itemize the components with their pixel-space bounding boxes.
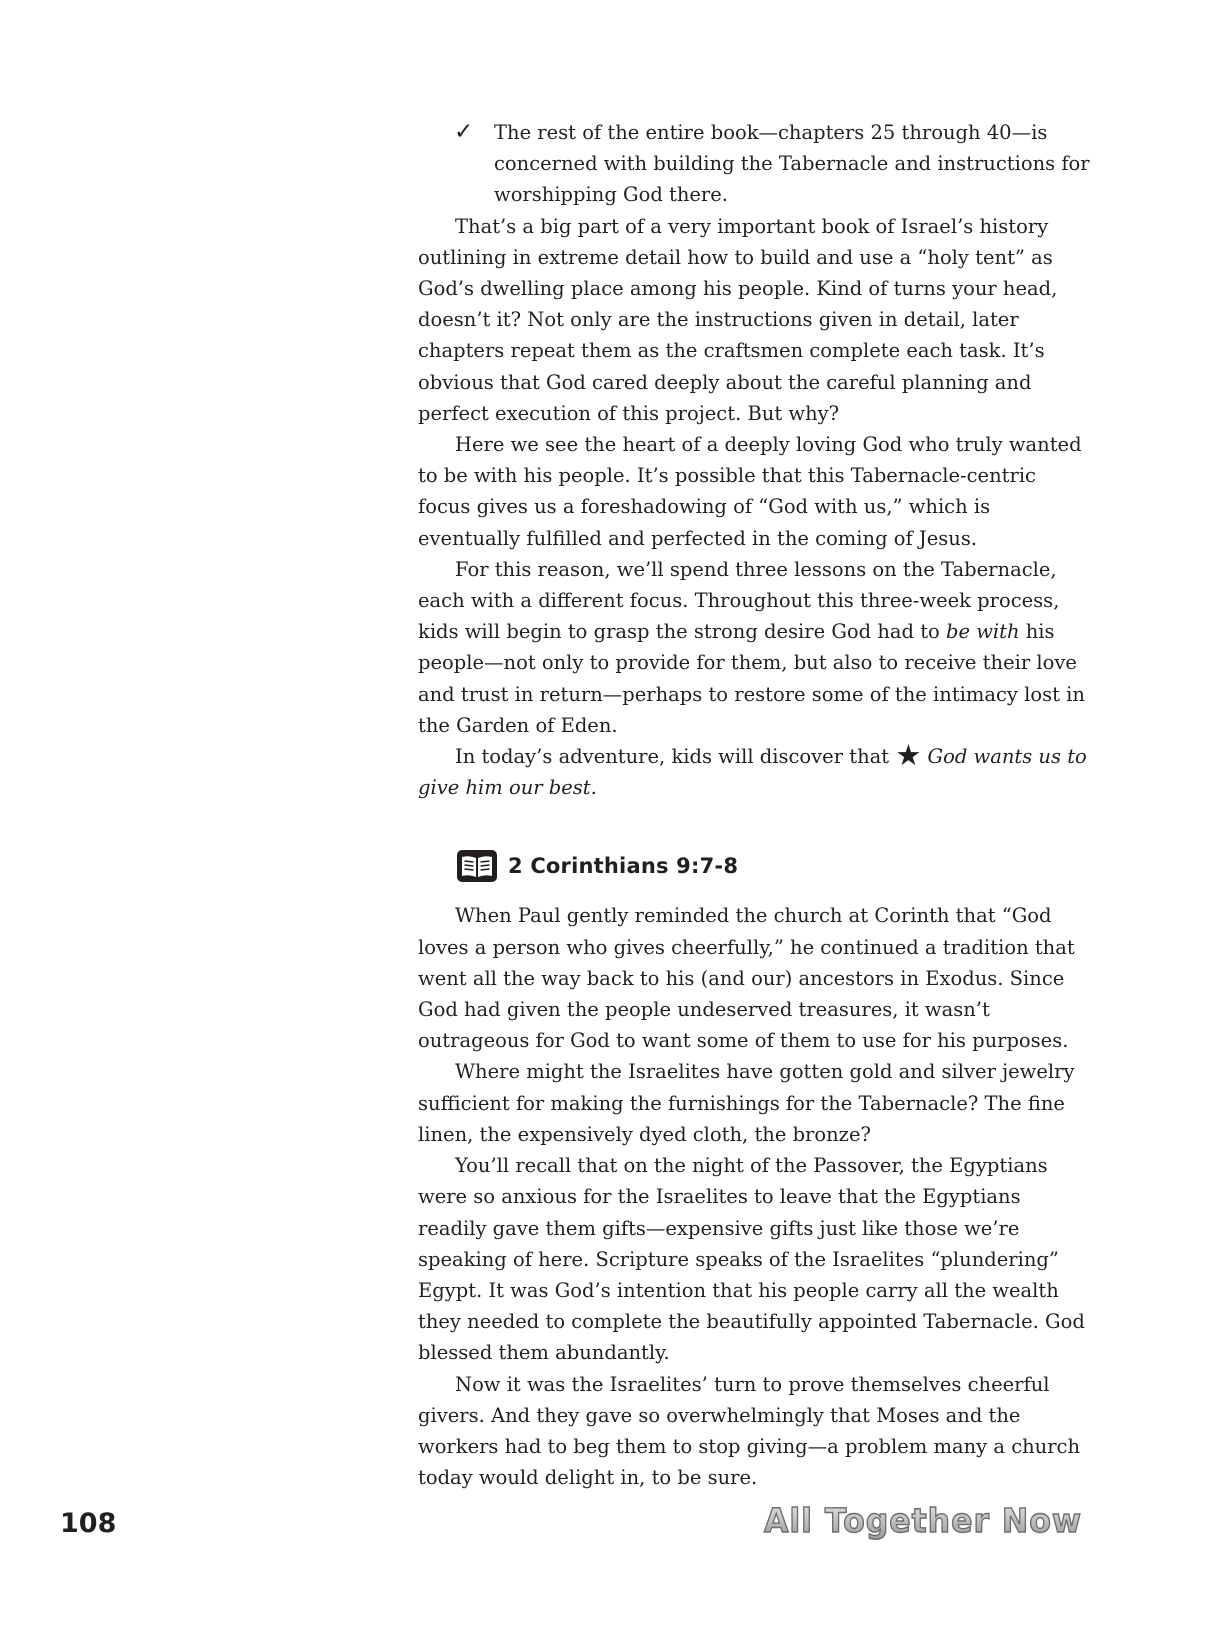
checklist-item: [418, 117, 1094, 211]
scripture-heading: [456, 847, 1088, 885]
key-point-paragraph: [418, 738, 1088, 803]
key-point-text: God wants us to give him our best.: [418, 745, 1087, 800]
paragraph-text: For this reason, we’ll spend three lessons on the Tabernacle, each with a different focus. Throughout this three-week process, kids will begin to grasp the strong desire God had to: [418, 557, 1060, 644]
body-paragraph: Now it was the Israelites’ turn to prove themselves cheerful givers. And they gave so overwhelmingly that Moses and the workers had to beg them to stop giving—a problem many a church today would delight in, to be sure.: [418, 1372, 1081, 1490]
checklist-item-text: The rest of the entire book—chapters 25 through 40—is concerned with building the Tabernacle and instructions for worshipping God there.: [494, 121, 1090, 207]
main-text-column: [418, 117, 1088, 1493]
body-paragraph: Where might the Israelites have gotten gold and silver jewelry sufficient for making the furnishings for the Tabernacle? The fine linen, the expensively dyed cloth, the bronze?: [418, 1060, 1075, 1146]
book-title-logo: [760, 1496, 1090, 1544]
book-title-logo-text: All Together Now: [764, 1501, 1082, 1540]
body-paragraph: Here we see the heart of a deeply loving God who truly wanted to be with his people. It’s possible that this Tabernacle-centric focus gives us a foreshadowing of “God with us,” which is eventually fulfilled and perfected in the coming of Jesus.: [418, 433, 1082, 550]
paragraph-text: his people—not only to provide for them, but also to receive their love and trust in return—perhaps to restore some of the intimacy lost in the Garden of Eden.: [418, 620, 1085, 737]
body-paragraph: That’s a big part of a very important book of Israel’s history outlining in extreme detail how to build and use a “holy tent” as God’s dwelling place among his people. Kind of turns your head, doesn’t it? Not only are the instructions given in detail, later chapters repeat them as the craftsmen complete each task. It’s obvious that God cared deeply about the careful planning and perfect execution of this project. But why?: [418, 214, 1058, 425]
body-paragraph: You’ll recall that on the night of the Passover, the Egyptians were so anxious for the Israelites to leave that the Egyptians readily gave them gifts—expensive gifts just like those we’re speaking of here. Scripture speaks of the Israelites “plundering” Egypt. It was God’s intention that his people carry all the wealth they needed to complete the beautifully appointed Tabernacle. God blessed them abundantly.: [418, 1154, 1085, 1365]
checkmark-icon: ✓: [454, 119, 474, 145]
emphasis-text: be with: [945, 620, 1020, 644]
star-icon: ★: [895, 738, 922, 773]
body-paragraph: When Paul gently reminded the church at Corinth that “God loves a person who gives cheerfully,” he continued a tradition that went all the way back to his (and our) ancestors in Exodus. Since God had given the people undeserved treasures, it wasn’t outrageous for God to want some of them to use for his purposes.: [418, 904, 1075, 1053]
page-number: 108: [60, 1508, 117, 1539]
scripture-reference: 2 Corinthians 9:7-8: [508, 853, 739, 878]
open-book-icon: [456, 849, 498, 883]
paragraph-text: In today’s adventure, kids will discover that: [455, 745, 896, 769]
body-paragraph: [418, 554, 1088, 741]
